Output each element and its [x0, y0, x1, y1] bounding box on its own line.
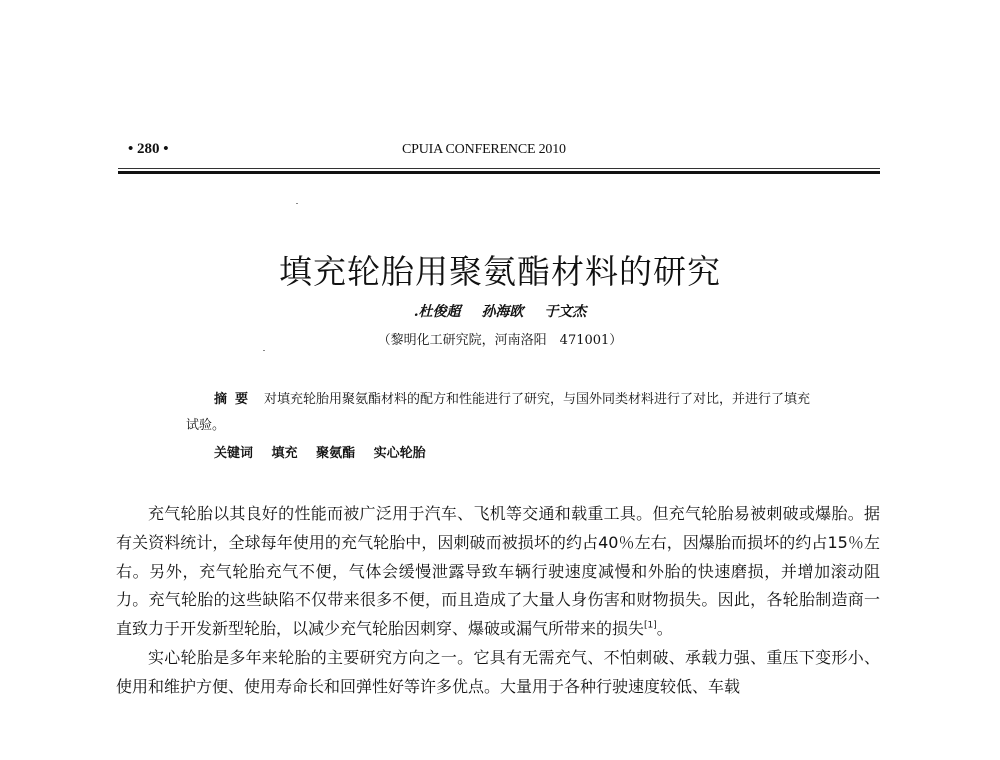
- paragraph-end: 。: [656, 619, 673, 639]
- keywords-label: 关键词: [214, 446, 254, 461]
- running-header: [120, 141, 880, 165]
- page-number: • 280 •: [128, 141, 169, 157]
- abstract-text: 对填充轮胎用聚氨酯材料的配方和性能进行了研究，与国外同类材料进行了对比，并进行了填充试验。: [186, 392, 811, 433]
- author-name: .杜俊超: [413, 304, 461, 320]
- paragraph-text: 充气轮胎以其良好的性能而被广泛用于汽车、飞机等交通和载重工具。但充气轮胎易被刺破或爆胎。据有关资料统计，全球每年使用的充气轮胎中，因刺破而被损坏的约占40％左右，因爆胎而损坏的约占15％左右。另外，充气轮胎充气不便，气体会缓慢泄露导致车辆行驶速度减慢和外胎的快速磨损，并增加滚动阻力。充气轮胎的这些缺陷不仅带来很多不便，而且造成了大量人身伤害和财物损失。因此，各轮胎制造商一直致力于开发新型轮胎，以减少充气轮胎因刺穿、爆破或漏气所带来的损失: [116, 504, 880, 639]
- keyword: 聚氨酯: [316, 446, 356, 461]
- body-text: [116, 500, 880, 702]
- scan-speck: [296, 203, 298, 204]
- author-name: 孙海欧: [481, 304, 524, 320]
- author-list: [0, 301, 1000, 321]
- scan-speck: [263, 350, 265, 351]
- abstract: [186, 387, 816, 439]
- header-rule-thick: [118, 171, 880, 174]
- abstract-label: 摘要: [214, 392, 257, 407]
- keyword: 实心轮胎: [373, 446, 426, 461]
- citation: [1]: [644, 620, 657, 631]
- header-rule-thin: [118, 168, 880, 169]
- author-name: 于文杰: [544, 304, 587, 320]
- journal-name: CPUIA CONFERENCE 2010: [402, 142, 566, 157]
- affiliation: （黎明化工研究院，河南洛阳 471001）: [377, 333, 623, 348]
- keywords: [214, 442, 440, 461]
- keyword: 填充: [271, 446, 298, 461]
- paragraph: 实心轮胎是多年来轮胎的主要研究方向之一。它具有无需充气、不怕刺破、承载力强、重压下变形小、使用和维护方便、使用寿命长和回弹性好等许多优点。大量用于各种行驶速度较低、车载: [116, 647, 880, 696]
- paragraph: [116, 500, 880, 644]
- article-title: 填充轮胎用聚氨酯材料的研究: [279, 252, 721, 291]
